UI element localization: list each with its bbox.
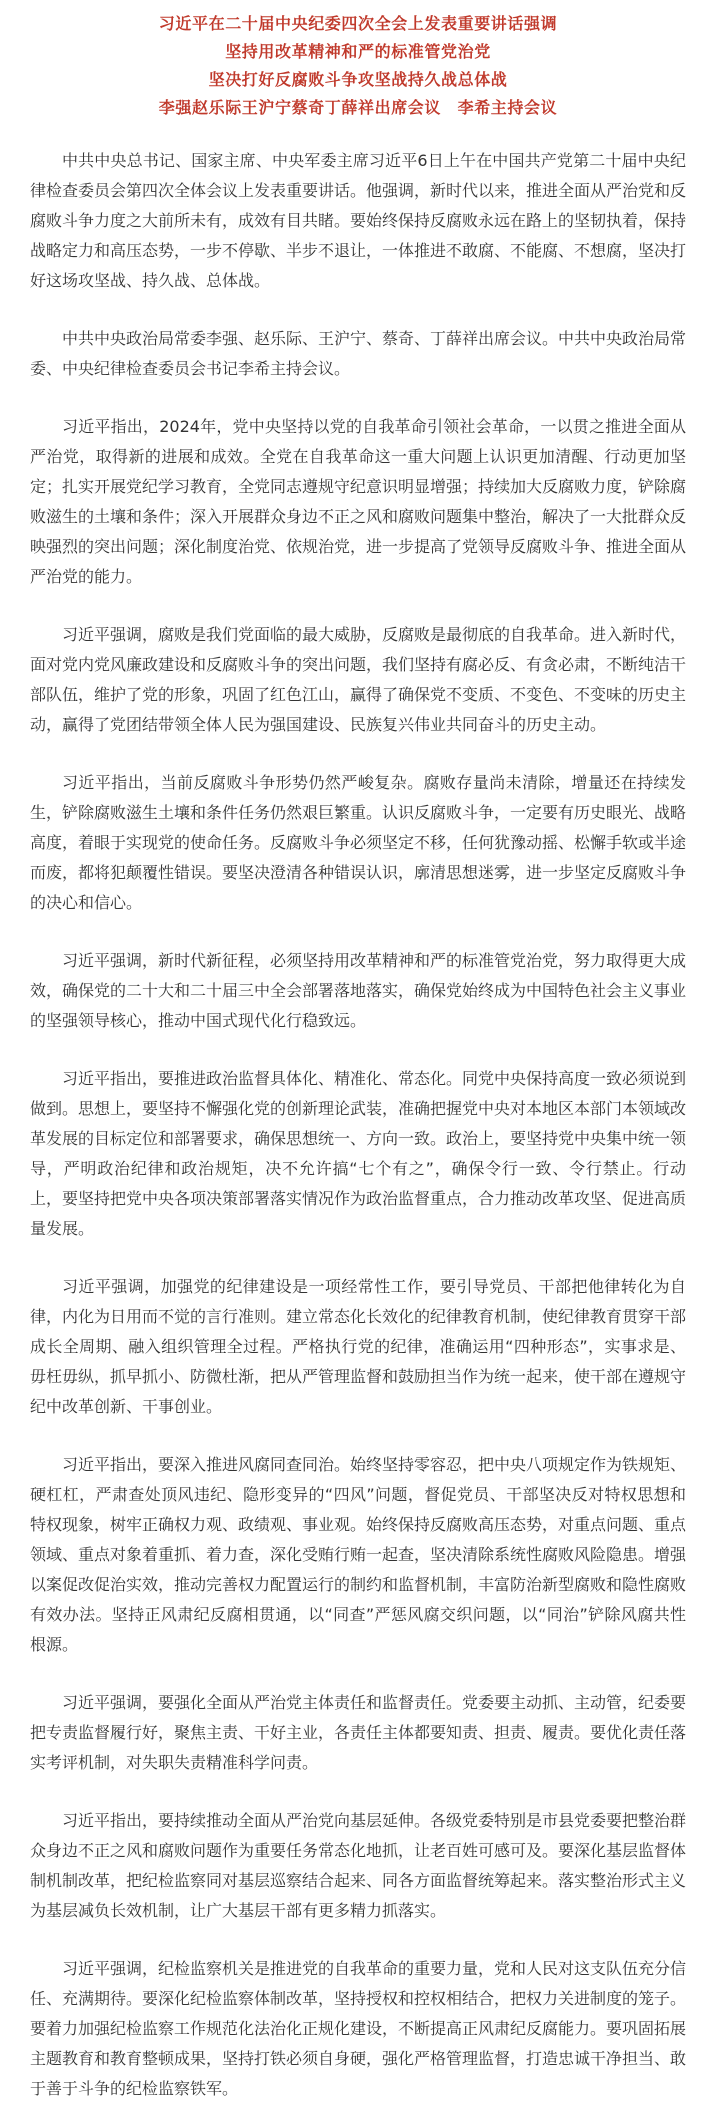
headline-main: 习近平在二十届中央纪委四次全会上发表重要讲话强调 (158, 14, 558, 33)
paragraph-12: 习近平强调，纪检监察机关是推进党的自我革命的重要力量，党和人民对这支队伍充分信任、充满期待。要深化纪检监察体制改革，坚持授权和控权相结合，把权力关进制度的笼子。要着力加强纪检监察工作规范化法治化正规化建设，不断提高正风肃纪反腐能力。要巩固拓展主题教育和教育整顿成果，坚持打铁必须自身硬，强化严格管理监督，打造忠诚干净担当、敢于善于斗争的纪检监察铁军。 (30, 1959, 687, 2098)
headline-block (30, 0, 686, 122)
paragraph-9: 习近平指出，要深入推进风腐同查同治。始终坚持零容忍，把中央八项规定作为铁规矩、硬杠杠，严肃查处顶风违纪、隐形变异的“四风”问题，督促党员、干部坚决反对特权思想和特权现象，树牢正确权力观、政绩观、事业观。始终保持反腐败高压态势，对重点问题、重点领域、重点对象着重抓、着力查，深化受贿行贿一起查，坚决清除系统性腐败风险隐患。增强以案促改促治实效，推动完善权力配置运行的制约和监督机制，丰富防治新型腐败和隐性腐败有效办法。坚持正风肃纪反腐相贯通，以“同查”严惩风腐交织问题，以“同治”铲除风腐共性根源。 (30, 1455, 687, 1654)
paragraph-1: 中共中央总书记、国家主席、中央军委主席习近平6日上午在中国共产党第二十届中央纪律检查委员会第四次全体会议上发表重要讲话。他强调，新时代以来，推进全面从严治党和反腐败斗争力度之大前所未有，成效有目共睹。要始终保持反腐败永远在路上的坚韧执着，保持战略定力和高压态势，一步不停歇、半步不退让，一体推进不敢腐、不能腐、不想腐，坚决打好这场攻坚战、持久战、总体战。 (30, 151, 687, 290)
paragraph-7: 习近平指出，要推进政治监督具体化、精准化、常态化。同党中央保持高度一致必须说到做到。思想上，要坚持不懈强化党的创新理论武装，准确把握党中央对本地区本部门本领域改革发展的目标定位和部署要求，确保思想统一、方向一致。政治上，要坚持党中央集中统一领导，严明政治纪律和政治规矩，决不允许搞“七个有之”，确保令行一致、令行禁止。行动上，要坚持把党中央各项决策部署落实情况作为政治监督重点，合力推动改革攻坚、促进高质量发展。 (30, 1069, 687, 1238)
paragraph-11: 习近平指出，要持续推动全面从严治党向基层延伸。各级党委特别是市县党委要把整治群众身边不正之风和腐败问题作为重要任务常态化地抓，让老百姓可感可及。要深化基层监督体制机制改革，把纪检监察同对基层巡察结合起来、同各方面监督统筹起来。落实整治形式主义为基层减负长效机制，让广大基层干部有更多精力抓落实。 (30, 1811, 687, 1920)
paragraph-2: 中共中央政治局常委李强、赵乐际、王沪宁、蔡奇、丁薛祥出席会议。中共中央政治局常委、中央纪律检查委员会书记李希主持会议。 (30, 329, 687, 378)
paragraph-10: 习近平强调，要强化全面从严治党主体责任和监督责任。党委要主动抓、主动管，纪委要把专责监督履行好，聚焦主责、干好主业，各责任主体都要知责、担责、履责。要优化责任落实考评机制，对失职失责精准科学问责。 (30, 1693, 687, 1772)
paragraph-4: 习近平强调，腐败是我们党面临的最大威胁，反腐败是最彻底的自我革命。进入新时代，面对党内党风廉政建设和反腐败斗争的突出问题，我们坚持有腐必反、有贪必肃，不断纯洁干部队伍，维护了党的形象，巩固了红色江山，赢得了确保党不变质、不变色、不变味的历史主动，赢得了党团结带领全体人民为强国建设、民族复兴伟业共同奋斗的历史主动。 (30, 625, 687, 734)
paragraph-5: 习近平指出，当前反腐败斗争形势仍然严峻复杂。腐败存量尚未清除，增量还在持续发生，铲除腐败滋生土壤和条件任务仍然艰巨繁重。认识反腐败斗争，一定要有历史眼光、战略高度，着眼于实现党的使命任务。反腐败斗争必须坚定不移，任何犹豫动摇、松懈手软或半途而废，都将犯颠覆性错误。要坚决澄清各种错误认识，廓清思想迷雾，进一步坚定反腐败斗争的决心和信心。 (30, 773, 687, 912)
article-body (30, 146, 686, 2104)
paragraph-6: 习近平强调，新时代新征程，必须坚持用改革精神和严的标准管党治党，努力取得更大成效，确保党的二十大和二十届三中全会部署落地落实，确保党始终成为中国特色社会主义事业的坚强领导核心，推动中国式现代化行稳致远。 (30, 951, 687, 1030)
headline-attendees: 李强赵乐际王沪宁蔡奇丁薛祥出席会议 李希主持会议 (158, 98, 558, 117)
paragraph-3: 习近平指出，2024年，党中央坚持以党的自我革命引领社会革命，一以贯之推进全面从严治党，取得新的进展和成效。全党在自我革命这一重大问题上认识更加清醒、行动更加坚定；扎实开展党纪学习教育，全党同志遵规守纪意识明显增强；持续加大反腐败力度，铲除腐败滋生的土壤和条件；深入开展群众身边不正之风和腐败问题集中整治，解决了一大批群众反映强烈的突出问题；深化制度治党、依规治党，进一步提高了党领导反腐败斗争、推进全面从严治党的能力。 (30, 417, 687, 586)
headline-sub-1: 坚持用改革精神和严的标准管党治党 (225, 42, 491, 61)
headline-sub-2: 坚决打好反腐败斗争攻坚战持久战总体战 (208, 70, 508, 89)
paragraph-8: 习近平强调，加强党的纪律建设是一项经常性工作，要引导党员、干部把他律转化为自律，内化为日用而不觉的言行准则。建立常态化长效化的纪律教育机制，使纪律教育贯穿干部成长全周期、融入组织管理全过程。严格执行党的纪律，准确运用“四种形态”，实事求是、毋枉毋纵，抓早抓小、防微杜渐，把从严管理监督和鼓励担当作为统一起来，使干部在遵规守纪中改革创新、干事创业。 (30, 1277, 687, 1416)
